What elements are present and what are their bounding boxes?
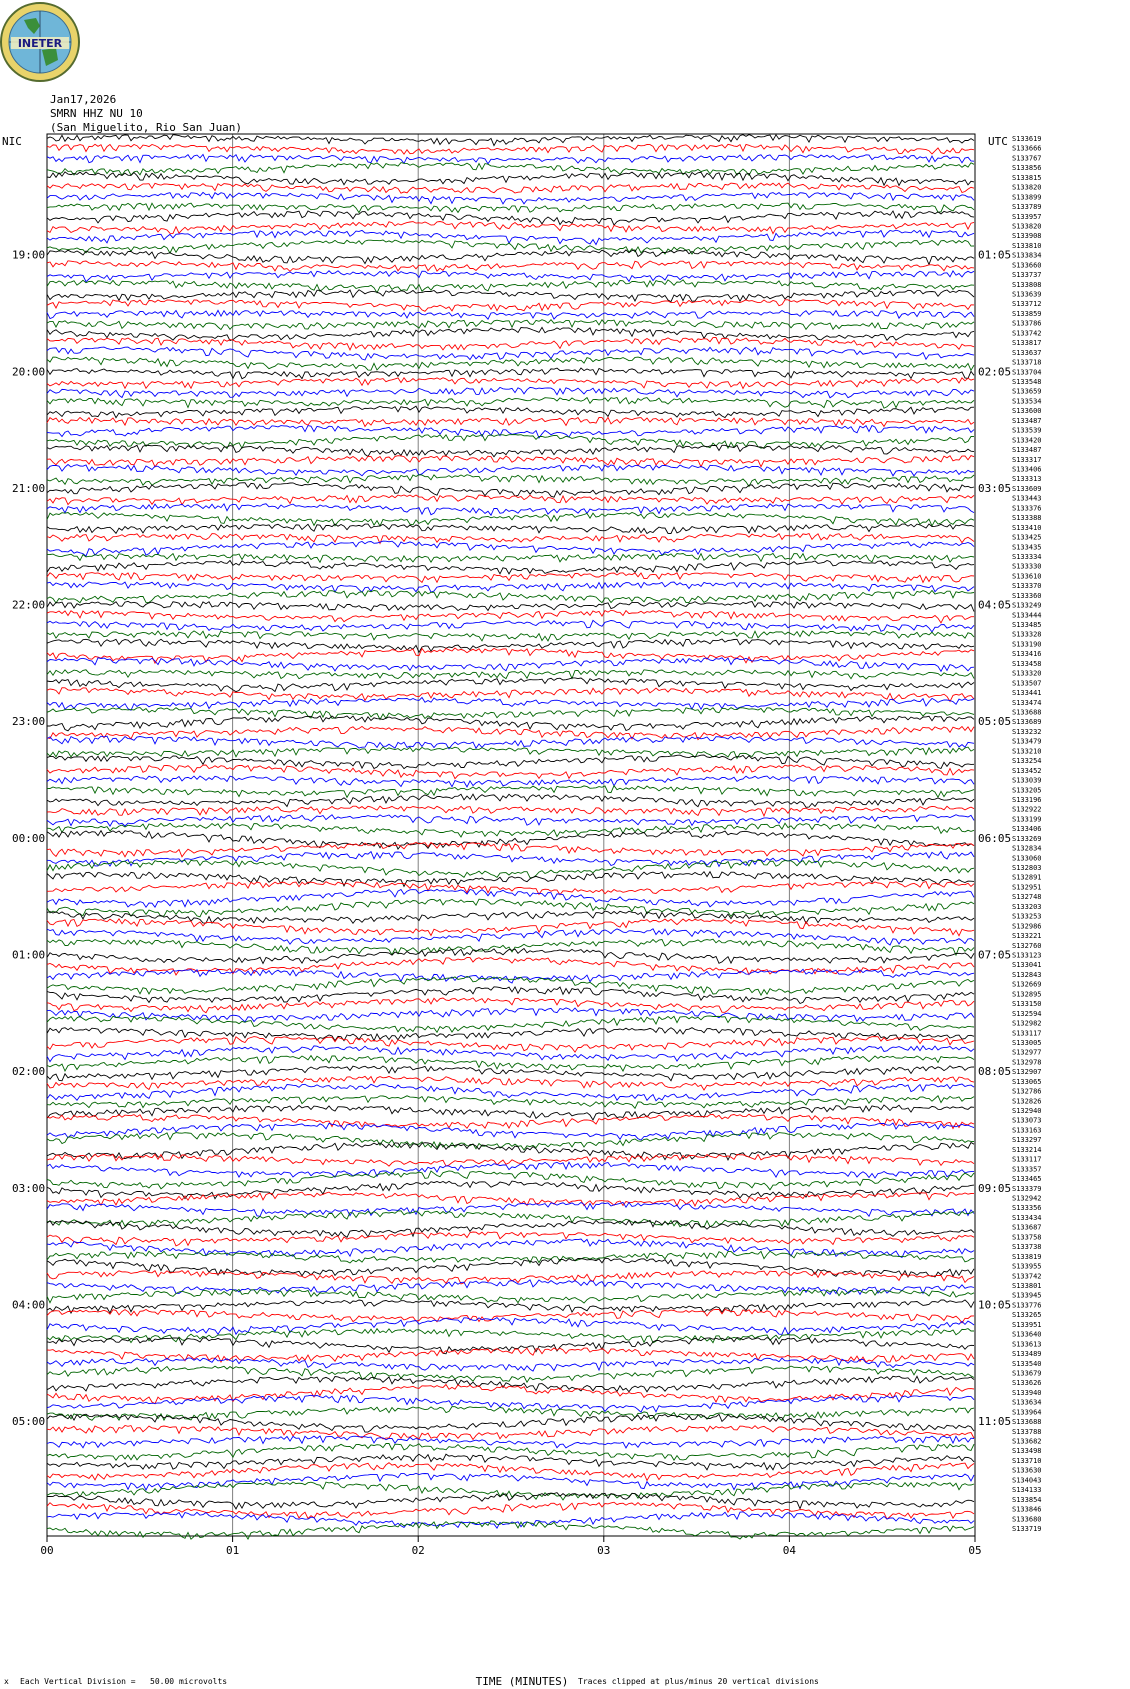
- trace-line: [47, 708, 974, 720]
- right-hour-label: 02:05: [978, 365, 1012, 379]
- left-hour-label: 23:00: [12, 715, 46, 729]
- trace-line: [47, 620, 974, 632]
- trace-id-label: S133718: [1012, 358, 1042, 367]
- left-hour-label: 02:00: [12, 1065, 46, 1079]
- trace-id-label: S133820: [1012, 183, 1042, 192]
- trace-line: [47, 495, 974, 505]
- trace-id-label: S133742: [1012, 1272, 1042, 1281]
- trace-line: [47, 1211, 974, 1227]
- trace-line: [47, 1444, 974, 1461]
- trace-id-label: S133815: [1012, 173, 1042, 182]
- trace-id-label: S133060: [1012, 854, 1042, 863]
- trace-id-label: S133041: [1012, 961, 1042, 970]
- x-axis-title: TIME (MINUTES): [475, 1675, 569, 1688]
- trace-id-label: S133330: [1012, 562, 1042, 571]
- trace-line: [47, 1028, 974, 1041]
- logo-text: INETER: [17, 37, 63, 50]
- trace-id-label: S133854: [1012, 1495, 1042, 1504]
- trace-line: [47, 1358, 974, 1371]
- trace-line: [47, 1133, 974, 1150]
- trace-line: [47, 1046, 974, 1062]
- trace-id-label: S133406: [1012, 465, 1042, 474]
- trace-line: [47, 688, 974, 702]
- right-hour-label: 08:05: [978, 1065, 1012, 1079]
- trace-id-label: S133820: [1012, 222, 1042, 231]
- trace-id-label: S133801: [1012, 1281, 1042, 1290]
- trace-line: [47, 338, 974, 350]
- trace-id-label: S133957: [1012, 212, 1042, 221]
- trace-id-label: S132977: [1012, 1048, 1042, 1057]
- trace-id-label: S133039: [1012, 776, 1042, 785]
- trace-id-label: S133776: [1012, 1301, 1042, 1310]
- left-hour-labels: [12, 249, 45, 1428]
- clip-note: Traces clipped at plus/minus 20 vertical divisions: [578, 1677, 819, 1686]
- trace-line: [47, 398, 974, 409]
- trace-line: [47, 843, 974, 857]
- trace-id-label: S132786: [1012, 1087, 1042, 1096]
- trace-id-label: S132986: [1012, 922, 1042, 931]
- trace-id-label: S133687: [1012, 1223, 1042, 1232]
- trace-line: [47, 163, 974, 176]
- right-hour-labels: [978, 249, 1011, 1428]
- trace-id-label: S133416: [1012, 650, 1042, 659]
- trace-id-label: S133123: [1012, 951, 1042, 960]
- trace-id-label: S134133: [1012, 1486, 1042, 1495]
- trace-line: [47, 582, 974, 592]
- trace-line: [47, 610, 974, 623]
- trace-id-label: S133376: [1012, 504, 1042, 513]
- x-tick-label: 03: [597, 1544, 611, 1557]
- x-tick-label: 01: [225, 1544, 240, 1557]
- trace-line: [47, 776, 974, 787]
- trace-line: [47, 524, 974, 534]
- trace-line: [47, 1512, 974, 1528]
- trace-id-label: S132843: [1012, 970, 1042, 979]
- trace-line: [47, 327, 974, 340]
- right-hour-label: 09:05: [978, 1181, 1012, 1195]
- trace-line: [47, 1232, 974, 1246]
- trace-line: [47, 183, 974, 193]
- right-hour-label: 05:05: [978, 715, 1012, 729]
- trace-id-label: S133626: [1012, 1379, 1042, 1388]
- trace-line: [47, 1154, 974, 1166]
- trace-line: [47, 1436, 974, 1448]
- trace-id-label: S132748: [1012, 893, 1042, 902]
- trace-id-label: S133834: [1012, 251, 1042, 260]
- trace-line: [47, 736, 974, 749]
- trace-id-label: S133737: [1012, 271, 1042, 280]
- footer-marker: x: [4, 1677, 9, 1686]
- trace-id-label: S133712: [1012, 300, 1042, 309]
- trace-id-label: S133485: [1012, 621, 1042, 630]
- trace-id-label: S133719: [1012, 1525, 1042, 1533]
- trace-id-label: S133360: [1012, 591, 1042, 600]
- trace-id-label: S133639: [1012, 290, 1042, 299]
- trace-line: [47, 483, 974, 498]
- trace-id-label: S133680: [1012, 1515, 1042, 1524]
- trace-id-label: S133899: [1012, 193, 1042, 202]
- trace-id-label: S133689: [1012, 718, 1042, 727]
- trace-id-label: S133458: [1012, 659, 1042, 668]
- trace-line: [47, 1016, 974, 1032]
- trace-line: [47, 513, 974, 527]
- trace-line: [47, 541, 974, 556]
- trace-line: [47, 368, 974, 379]
- trace-line: [47, 1008, 974, 1022]
- trace-id-label: S133810: [1012, 241, 1042, 250]
- trace-id-label: S133443: [1012, 494, 1042, 503]
- trace-id-label: S133634: [1012, 1398, 1042, 1407]
- trace-id-label: S133357: [1012, 1165, 1042, 1174]
- trace-id-label: S133444: [1012, 611, 1042, 620]
- trace-line: [47, 203, 974, 213]
- left-hour-label: 05:00: [12, 1415, 46, 1429]
- trace-id-labels: [1012, 135, 1042, 1533]
- trace-line: [47, 1463, 974, 1481]
- trace-line: [47, 417, 974, 426]
- trace-id-label: S133540: [1012, 1359, 1042, 1368]
- trace-line: [47, 290, 974, 302]
- trace-id-label: S133249: [1012, 601, 1042, 610]
- trace-line: [47, 889, 974, 907]
- right-zone-label: UTC: [988, 135, 1008, 148]
- trace-line: [47, 1114, 974, 1128]
- trace-id-label: S133609: [1012, 484, 1042, 493]
- trace-line: [47, 280, 974, 293]
- trace-line: [47, 465, 974, 476]
- x-tick-label: 00: [40, 1544, 54, 1557]
- trace-id-label: S133203: [1012, 902, 1042, 911]
- trace-line: [47, 387, 974, 397]
- trace-id-label: S133210: [1012, 747, 1042, 756]
- trace-line: [47, 1084, 974, 1101]
- trace-id-label: S133507: [1012, 679, 1042, 688]
- trace-line: [47, 1202, 974, 1216]
- trace-id-label: S134043: [1012, 1476, 1042, 1485]
- trace-id-label: S132940: [1012, 1107, 1042, 1116]
- trace-id-label: S133487: [1012, 416, 1042, 425]
- right-hour-label: 10:05: [978, 1298, 1012, 1312]
- trace-line: [47, 435, 974, 449]
- trace-id-label: S133297: [1012, 1136, 1042, 1145]
- trace-id-label: S133534: [1012, 397, 1042, 406]
- trace-line: [47, 347, 974, 360]
- header-location: (San Miguelito, Rio San Juan): [50, 121, 243, 134]
- trace-id-label: S133682: [1012, 1437, 1042, 1446]
- trace-line: [47, 172, 974, 186]
- trace-line: [47, 591, 974, 604]
- trace-line: [47, 1162, 974, 1178]
- trace-id-label: S133334: [1012, 552, 1042, 561]
- trace-id-label: S133758: [1012, 1233, 1042, 1242]
- trace-id-label: S133710: [1012, 1456, 1042, 1465]
- trace-id-label: S132942: [1012, 1194, 1042, 1203]
- trace-id-label: S133786: [1012, 319, 1042, 328]
- trace-line: [47, 1366, 974, 1382]
- trace-id-label: S133320: [1012, 669, 1042, 678]
- trace-line: [47, 794, 974, 807]
- left-hour-label: 00:00: [12, 831, 46, 845]
- trace-line: [47, 678, 974, 692]
- trace-id-label: S133117: [1012, 1155, 1042, 1164]
- x-tick-label: 05: [968, 1544, 982, 1557]
- trace-id-label: S132982: [1012, 1019, 1042, 1028]
- trace-id-label: S133425: [1012, 533, 1042, 542]
- left-hour-label: 03:00: [12, 1181, 46, 1195]
- trace-line: [47, 1056, 974, 1071]
- trace-id-label: S133214: [1012, 1145, 1042, 1154]
- trace-line: [47, 300, 974, 312]
- trace-line: [47, 320, 974, 330]
- right-hour-label: 03:05: [978, 481, 1012, 495]
- trace-id-label: S132594: [1012, 1009, 1042, 1018]
- trace-id-label: S133738: [1012, 1243, 1042, 1252]
- trace-id-label: S133150: [1012, 1000, 1042, 1009]
- trace-line: [47, 1271, 974, 1284]
- trace-id-label: S133317: [1012, 455, 1042, 464]
- trace-line: [47, 1473, 974, 1490]
- trace-id-label: S133073: [1012, 1116, 1042, 1125]
- trace-id-label: S133817: [1012, 339, 1042, 348]
- trace-id-label: S133660: [1012, 261, 1042, 270]
- scale-note: Each Vertical Division = 50.00 microvolts: [20, 1677, 228, 1686]
- trace-line: [47, 639, 974, 652]
- trace-id-label: S133253: [1012, 912, 1042, 921]
- trace-line: [47, 1385, 974, 1404]
- trace-line: [47, 378, 974, 389]
- trace-id-label: S133640: [1012, 1330, 1042, 1339]
- trace-id-label: S133600: [1012, 407, 1042, 416]
- trace-line: [47, 1309, 974, 1323]
- trace-id-label: S133808: [1012, 280, 1042, 289]
- trace-id-label: S133666: [1012, 144, 1042, 153]
- trace-line: [47, 456, 974, 467]
- trace-line: [47, 426, 974, 438]
- trace-line: [47, 230, 974, 244]
- trace-id-label: S132951: [1012, 883, 1042, 892]
- right-hour-label: 11:05: [978, 1415, 1012, 1429]
- trace-line: [47, 806, 974, 816]
- trace-line: [47, 1454, 974, 1470]
- trace-line: [47, 192, 974, 204]
- trace-id-label: S133659: [1012, 387, 1042, 396]
- trace-id-label: S132922: [1012, 805, 1042, 814]
- trace-line: [47, 357, 974, 370]
- right-hour-label: 01:05: [978, 248, 1012, 262]
- trace-line: [47, 445, 974, 457]
- left-hour-label: 20:00: [12, 365, 46, 379]
- trace-line: [47, 155, 974, 164]
- trace-line: [47, 698, 974, 711]
- trace-line: [47, 271, 974, 282]
- trace-id-label: S133704: [1012, 368, 1042, 377]
- trace-id-label: S133479: [1012, 737, 1042, 746]
- trace-id-label: S133420: [1012, 436, 1042, 445]
- trace-id-label: S133539: [1012, 426, 1042, 435]
- right-hour-label: 04:05: [978, 598, 1012, 612]
- trace-id-label: S133265: [1012, 1311, 1042, 1320]
- trace-id-label: S133610: [1012, 572, 1042, 581]
- trace-line: [47, 534, 974, 544]
- trace-id-label: S133767: [1012, 154, 1042, 163]
- trace-id-label: S133441: [1012, 689, 1042, 698]
- trace-id-label: S132669: [1012, 980, 1042, 989]
- trace-id-label: S133489: [1012, 1350, 1042, 1359]
- trace-id-label: S133190: [1012, 640, 1042, 649]
- trace-id-label: S133940: [1012, 1388, 1042, 1397]
- x-tick-label: 02: [411, 1544, 425, 1557]
- trace-id-label: S133679: [1012, 1369, 1042, 1378]
- left-hour-label: 22:00: [12, 598, 46, 612]
- trace-id-label: S133955: [1012, 1262, 1042, 1271]
- trace-id-label: S133498: [1012, 1447, 1042, 1456]
- trace-line: [47, 222, 974, 234]
- trace-line: [47, 852, 974, 867]
- trace-line: [47, 144, 974, 154]
- trace-id-label: S133232: [1012, 727, 1042, 736]
- trace-id-label: S133406: [1012, 825, 1042, 834]
- trace-line: [47, 1348, 974, 1362]
- trace-line: [47, 211, 974, 225]
- trace-line: [47, 631, 974, 641]
- trace-line: [47, 1414, 974, 1432]
- trace-line: [47, 1192, 974, 1206]
- trace-id-label: S133313: [1012, 475, 1042, 484]
- trace-line: [47, 475, 974, 487]
- x-tick-label: 04: [782, 1544, 797, 1557]
- header-date: Jan17,2026: [50, 93, 117, 106]
- trace-id-label: S133221: [1012, 932, 1042, 941]
- trace-id-label: S133859: [1012, 309, 1042, 318]
- trace-line: [47, 1220, 974, 1237]
- trace-id-label: S133196: [1012, 795, 1042, 804]
- trace-line: [47, 261, 974, 272]
- trace-line: [47, 601, 974, 611]
- trace-id-label: S132760: [1012, 941, 1042, 950]
- trace-id-label: S133630: [1012, 1466, 1042, 1475]
- trace-line: [47, 670, 974, 679]
- trace-id-label: S133819: [1012, 1252, 1042, 1261]
- trace-line: [47, 240, 974, 254]
- trace-id-label: S133548: [1012, 378, 1042, 387]
- trace-line: [47, 135, 974, 146]
- x-axis-ticks: [40, 1536, 981, 1557]
- trace-id-label: S133474: [1012, 698, 1042, 707]
- trace-line: [47, 716, 974, 731]
- trace-id-label: S133065: [1012, 1077, 1042, 1086]
- trace-id-label: S133434: [1012, 1213, 1042, 1222]
- trace-id-label: S132895: [1012, 990, 1042, 999]
- trace-line: [47, 1096, 974, 1109]
- trace-id-label: S133117: [1012, 1029, 1042, 1038]
- trace-id-label: S133742: [1012, 329, 1042, 338]
- trace-line: [47, 919, 974, 936]
- trace-line: [47, 658, 974, 672]
- trace-id-label: S133356: [1012, 1204, 1042, 1213]
- right-hour-label: 06:05: [978, 831, 1012, 845]
- trace-line: [47, 939, 974, 955]
- header-station: SMRN HHZ NU 10: [50, 107, 143, 120]
- trace-line: [47, 648, 974, 663]
- trace-line: [47, 969, 974, 983]
- trace-id-label: S133619: [1012, 135, 1042, 143]
- trace-id-label: S133452: [1012, 766, 1042, 775]
- trace-line: [47, 573, 974, 583]
- trace-id-label: S133465: [1012, 1175, 1042, 1184]
- trace-id-label: S133388: [1012, 514, 1042, 523]
- trace-line: [47, 1318, 974, 1335]
- trace-line: [47, 250, 974, 265]
- trace-line: [47, 561, 974, 574]
- left-hour-label: 19:00: [12, 248, 46, 262]
- trace-id-label: S133254: [1012, 757, 1042, 766]
- trace-id-label: S133199: [1012, 815, 1042, 824]
- trace-line: [47, 1181, 974, 1199]
- trace-id-label: S133370: [1012, 582, 1042, 591]
- trace-id-label: S133951: [1012, 1320, 1042, 1329]
- trace-id-label: S132978: [1012, 1058, 1042, 1067]
- trace-line: [47, 310, 974, 319]
- left-hour-label: 01:00: [12, 948, 46, 962]
- trace-id-label: S133163: [1012, 1126, 1042, 1135]
- trace-id-label: S133005: [1012, 1038, 1042, 1047]
- trace-id-label: S133637: [1012, 348, 1042, 357]
- trace-id-label: S132891: [1012, 873, 1042, 882]
- trace-line: [47, 504, 974, 515]
- trace-line: [47, 406, 974, 418]
- trace-group: [47, 135, 974, 1540]
- trace-line: [47, 976, 974, 995]
- trace-id-label: S132907: [1012, 1068, 1042, 1077]
- left-hour-label: 21:00: [12, 481, 46, 495]
- trace-id-label: S133788: [1012, 1427, 1042, 1436]
- left-hour-label: 04:00: [12, 1298, 46, 1312]
- trace-line: [47, 1300, 974, 1313]
- trace-line: [47, 554, 974, 563]
- trace-id-label: S133908: [1012, 232, 1042, 241]
- trace-id-label: S133688: [1012, 708, 1042, 717]
- trace-id-label: S132803: [1012, 864, 1042, 873]
- trace-id-label: S133379: [1012, 1184, 1042, 1193]
- trace-id-label: S132826: [1012, 1097, 1042, 1106]
- trace-id-label: S133410: [1012, 523, 1042, 532]
- trace-id-label: S133964: [1012, 1408, 1042, 1417]
- trace-id-label: S133205: [1012, 786, 1042, 795]
- trace-line: [47, 1066, 974, 1081]
- trace-id-label: S133856: [1012, 164, 1042, 173]
- trace-id-label: S133328: [1012, 630, 1042, 639]
- right-hour-label: 07:05: [978, 948, 1012, 962]
- trace-id-label: S133269: [1012, 834, 1042, 843]
- trace-id-label: S133789: [1012, 203, 1042, 212]
- trace-id-label: S133846: [1012, 1505, 1042, 1514]
- trace-line: [47, 747, 974, 758]
- trace-id-label: S132834: [1012, 844, 1042, 853]
- trace-id-label: S133945: [1012, 1291, 1042, 1300]
- left-zone-label: NIC: [2, 135, 22, 148]
- trace-id-label: S133613: [1012, 1340, 1042, 1349]
- trace-line: [47, 1407, 974, 1421]
- trace-line: [47, 1338, 974, 1354]
- trace-id-label: S133487: [1012, 446, 1042, 455]
- trace-id-label: S133688: [1012, 1418, 1042, 1427]
- trace-id-label: S133435: [1012, 543, 1042, 552]
